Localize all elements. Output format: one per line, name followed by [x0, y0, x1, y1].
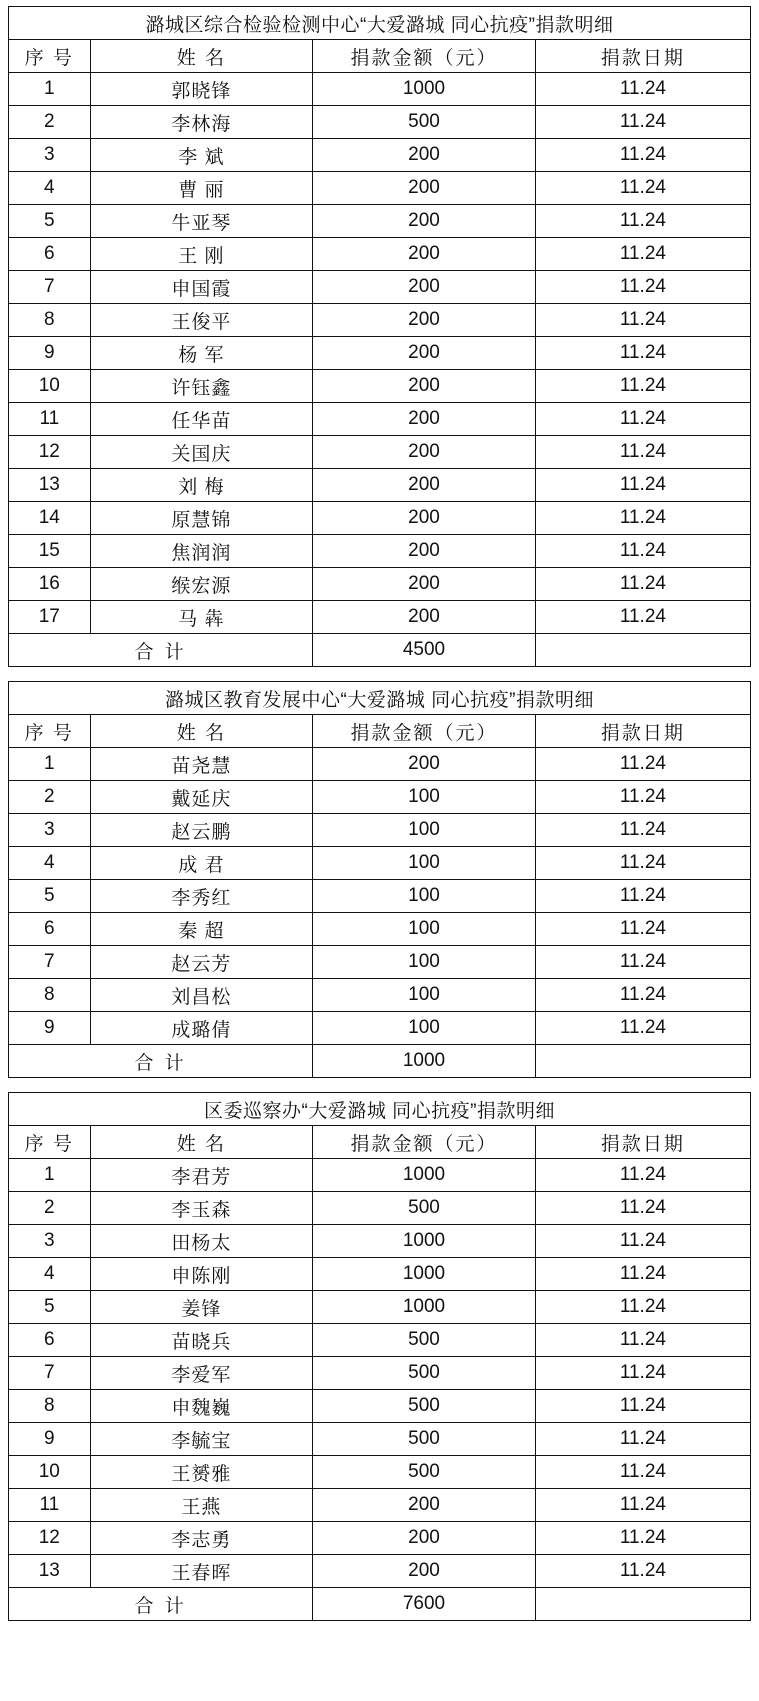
- donation-amount: 500: [313, 106, 536, 139]
- row-index: 8: [9, 1390, 91, 1423]
- donation-date: 11.24: [535, 403, 750, 436]
- donation-date: 11.24: [535, 535, 750, 568]
- donation-amount: 200: [313, 1555, 536, 1588]
- donation-amount: 1000: [313, 73, 536, 106]
- table-total-row: [9, 1045, 751, 1078]
- donation-date: 11.24: [535, 469, 750, 502]
- donation-table: [8, 1092, 751, 1621]
- donor-name: 刘昌松: [90, 979, 313, 1012]
- donation-date: 11.24: [535, 337, 750, 370]
- donor-name: 李秀红: [90, 880, 313, 913]
- donation-date: 11.24: [535, 1555, 750, 1588]
- donor-name: 杨 军: [90, 337, 313, 370]
- donation-date: 11.24: [535, 1258, 750, 1291]
- donor-name: 刘 梅: [90, 469, 313, 502]
- donor-name: 田杨太: [90, 1225, 313, 1258]
- row-index: 5: [9, 880, 91, 913]
- donation-date: 11.24: [535, 880, 750, 913]
- row-index: 10: [9, 370, 91, 403]
- donation-date: 11.24: [535, 436, 750, 469]
- total-label: 合 计: [9, 1045, 313, 1078]
- donor-name: 申国霞: [90, 271, 313, 304]
- table-title: 潞城区综合检验检测中心“大爱潞城 同心抗疫”捐款明细: [9, 7, 751, 40]
- donation-amount: 200: [313, 1522, 536, 1555]
- table-row: [9, 106, 751, 139]
- table-row: [9, 781, 751, 814]
- table-row: [9, 1522, 751, 1555]
- row-index: 9: [9, 1012, 91, 1045]
- row-index: 3: [9, 814, 91, 847]
- row-index: 13: [9, 469, 91, 502]
- donor-name: 秦 超: [90, 913, 313, 946]
- table-header-row: [9, 1126, 751, 1159]
- donor-name: 王春晖: [90, 1555, 313, 1588]
- donation-date: 11.24: [535, 1489, 750, 1522]
- donor-name: 原慧锦: [90, 502, 313, 535]
- donor-name: 王俊平: [90, 304, 313, 337]
- row-index: 5: [9, 205, 91, 238]
- table-row: [9, 1357, 751, 1390]
- row-index: 17: [9, 601, 91, 634]
- table-row: [9, 469, 751, 502]
- donation-amount: 200: [313, 172, 536, 205]
- row-index: 1: [9, 73, 91, 106]
- donation-amount: 200: [313, 1489, 536, 1522]
- column-header: 捐款金额（元）: [313, 40, 536, 73]
- table-row: [9, 601, 751, 634]
- donor-name: 李志勇: [90, 1522, 313, 1555]
- row-index: 9: [9, 1423, 91, 1456]
- donation-amount: 500: [313, 1390, 536, 1423]
- row-index: 1: [9, 748, 91, 781]
- table-row: [9, 436, 751, 469]
- donor-name: 王燕: [90, 1489, 313, 1522]
- donation-amount: 1000: [313, 1159, 536, 1192]
- donor-name: 李 斌: [90, 139, 313, 172]
- donor-name: 许钰鑫: [90, 370, 313, 403]
- donor-name: 成璐倩: [90, 1012, 313, 1045]
- column-header: 序 号: [9, 715, 91, 748]
- donation-date: 11.24: [535, 568, 750, 601]
- table-row: [9, 847, 751, 880]
- row-index: 7: [9, 946, 91, 979]
- row-index: 2: [9, 1192, 91, 1225]
- row-index: 13: [9, 1555, 91, 1588]
- donation-amount: 500: [313, 1192, 536, 1225]
- table-header-row: [9, 715, 751, 748]
- donation-date: 11.24: [535, 271, 750, 304]
- total-amount: 4500: [313, 634, 536, 667]
- donor-name: 李毓宝: [90, 1423, 313, 1456]
- donation-amount: 500: [313, 1423, 536, 1456]
- donor-name: 牛亚琴: [90, 205, 313, 238]
- donation-date: 11.24: [535, 913, 750, 946]
- row-index: 3: [9, 139, 91, 172]
- row-index: 4: [9, 847, 91, 880]
- donation-amount: 200: [313, 238, 536, 271]
- donation-date: 11.24: [535, 814, 750, 847]
- donation-amount: 100: [313, 814, 536, 847]
- donation-date: 11.24: [535, 847, 750, 880]
- donor-name: 戴延庆: [90, 781, 313, 814]
- donation-date: 11.24: [535, 304, 750, 337]
- donation-date: 11.24: [535, 946, 750, 979]
- table-row: [9, 502, 751, 535]
- donation-date: 11.24: [535, 1456, 750, 1489]
- table-row: [9, 1456, 751, 1489]
- table-row: [9, 1012, 751, 1045]
- donation-amount: 200: [313, 601, 536, 634]
- table-row: [9, 979, 751, 1012]
- table-row: [9, 271, 751, 304]
- donation-date: 11.24: [535, 139, 750, 172]
- donation-date: 11.24: [535, 601, 750, 634]
- donation-date: 11.24: [535, 748, 750, 781]
- donation-table-block: [8, 1092, 751, 1621]
- donation-date: 11.24: [535, 1192, 750, 1225]
- donation-date: 11.24: [535, 205, 750, 238]
- donation-amount: 200: [313, 436, 536, 469]
- donation-date: 11.24: [535, 979, 750, 1012]
- row-index: 8: [9, 979, 91, 1012]
- donation-date: 11.24: [535, 106, 750, 139]
- donor-name: 马 犇: [90, 601, 313, 634]
- table-row: [9, 403, 751, 436]
- table-row: [9, 1489, 751, 1522]
- table-row: [9, 304, 751, 337]
- table-total-row: [9, 1588, 751, 1621]
- donation-amount: 1000: [313, 1225, 536, 1258]
- donation-date: 11.24: [535, 1012, 750, 1045]
- row-index: 7: [9, 271, 91, 304]
- donation-amount: 100: [313, 1012, 536, 1045]
- table-row: [9, 1192, 751, 1225]
- donation-amount: 500: [313, 1324, 536, 1357]
- donor-name: 成 君: [90, 847, 313, 880]
- donation-amount: 200: [313, 205, 536, 238]
- table-total-row: [9, 634, 751, 667]
- table-row: [9, 913, 751, 946]
- row-index: 5: [9, 1291, 91, 1324]
- table-row: [9, 1324, 751, 1357]
- donation-date: 11.24: [535, 172, 750, 205]
- total-date-empty: [535, 634, 750, 667]
- donation-amount: 200: [313, 748, 536, 781]
- table-row: [9, 1291, 751, 1324]
- donation-date: 11.24: [535, 73, 750, 106]
- donor-name: 关国庆: [90, 436, 313, 469]
- row-index: 2: [9, 781, 91, 814]
- table-title: 区委巡察办“大爱潞城 同心抗疫”捐款明细: [9, 1093, 751, 1126]
- donation-date: 11.24: [535, 370, 750, 403]
- row-index: 15: [9, 535, 91, 568]
- table-row: [9, 748, 751, 781]
- total-label: 合 计: [9, 634, 313, 667]
- table-row: [9, 1555, 751, 1588]
- table-row: [9, 73, 751, 106]
- donation-amount: 100: [313, 979, 536, 1012]
- column-header: 捐款日期: [535, 1126, 750, 1159]
- donation-date: 11.24: [535, 1522, 750, 1555]
- donation-amount: 500: [313, 1456, 536, 1489]
- column-header: 捐款金额（元）: [313, 1126, 536, 1159]
- donation-date: 11.24: [535, 1423, 750, 1456]
- donation-amount: 200: [313, 535, 536, 568]
- row-index: 2: [9, 106, 91, 139]
- total-amount: 1000: [313, 1045, 536, 1078]
- row-index: 8: [9, 304, 91, 337]
- donor-name: 苗尧慧: [90, 748, 313, 781]
- column-header: 序 号: [9, 1126, 91, 1159]
- table-row: [9, 946, 751, 979]
- table-title-row: [9, 7, 751, 40]
- donation-table-block: [8, 6, 751, 667]
- table-row: [9, 139, 751, 172]
- column-header: 姓 名: [90, 40, 313, 73]
- row-index: 3: [9, 1225, 91, 1258]
- row-index: 6: [9, 1324, 91, 1357]
- row-index: 1: [9, 1159, 91, 1192]
- row-index: 14: [9, 502, 91, 535]
- donation-table: [8, 6, 751, 667]
- donor-name: 申魏巍: [90, 1390, 313, 1423]
- table-row: [9, 1423, 751, 1456]
- row-index: 16: [9, 568, 91, 601]
- donor-name: 赵云鹏: [90, 814, 313, 847]
- table-row: [9, 1159, 751, 1192]
- donor-name: 李林海: [90, 106, 313, 139]
- donation-date: 11.24: [535, 1291, 750, 1324]
- row-index: 7: [9, 1357, 91, 1390]
- donor-name: 任华苗: [90, 403, 313, 436]
- donation-table-block: [8, 681, 751, 1078]
- row-index: 11: [9, 1489, 91, 1522]
- donation-amount: 200: [313, 139, 536, 172]
- donor-name: 李爱军: [90, 1357, 313, 1390]
- column-header: 序 号: [9, 40, 91, 73]
- table-row: [9, 1225, 751, 1258]
- row-index: 10: [9, 1456, 91, 1489]
- row-index: 12: [9, 436, 91, 469]
- table-row: [9, 880, 751, 913]
- row-index: 9: [9, 337, 91, 370]
- donation-amount: 200: [313, 469, 536, 502]
- donation-amount: 200: [313, 568, 536, 601]
- donor-name: 苗晓兵: [90, 1324, 313, 1357]
- column-header: 姓 名: [90, 715, 313, 748]
- table-row: [9, 535, 751, 568]
- donation-date: 11.24: [535, 1159, 750, 1192]
- donor-name: 郭晓锋: [90, 73, 313, 106]
- donation-amount: 200: [313, 271, 536, 304]
- total-label: 合 计: [9, 1588, 313, 1621]
- donation-amount: 200: [313, 370, 536, 403]
- table-title-row: [9, 682, 751, 715]
- donor-name: 王 刚: [90, 238, 313, 271]
- donation-date: 11.24: [535, 1390, 750, 1423]
- column-header: 捐款日期: [535, 715, 750, 748]
- donation-date: 11.24: [535, 238, 750, 271]
- donor-name: 申陈刚: [90, 1258, 313, 1291]
- donor-name: 曹 丽: [90, 172, 313, 205]
- donor-name: 姜锋: [90, 1291, 313, 1324]
- donation-table: [8, 681, 751, 1078]
- donation-amount: 200: [313, 304, 536, 337]
- donation-amount: 200: [313, 403, 536, 436]
- donor-name: 赵云芳: [90, 946, 313, 979]
- table-title-row: [9, 1093, 751, 1126]
- donation-amount: 1000: [313, 1258, 536, 1291]
- row-index: 6: [9, 238, 91, 271]
- table-row: [9, 370, 751, 403]
- donation-amount: 1000: [313, 1291, 536, 1324]
- donor-name: 焦润润: [90, 535, 313, 568]
- table-row: [9, 238, 751, 271]
- total-date-empty: [535, 1045, 750, 1078]
- table-row: [9, 814, 751, 847]
- row-index: 12: [9, 1522, 91, 1555]
- tables-container: [8, 6, 751, 1621]
- donation-amount: 100: [313, 913, 536, 946]
- donation-amount: 100: [313, 847, 536, 880]
- donation-amount: 100: [313, 880, 536, 913]
- donation-date: 11.24: [535, 1225, 750, 1258]
- column-header: 捐款金额（元）: [313, 715, 536, 748]
- donation-date: 11.24: [535, 502, 750, 535]
- table-title: 潞城区教育发展中心“大爱潞城 同心抗疫”捐款明细: [9, 682, 751, 715]
- donor-name: 缑宏源: [90, 568, 313, 601]
- donor-name: 李君芳: [90, 1159, 313, 1192]
- donor-name: 王赟雅: [90, 1456, 313, 1489]
- row-index: 4: [9, 1258, 91, 1291]
- table-header-row: [9, 40, 751, 73]
- donor-name: 李玉森: [90, 1192, 313, 1225]
- donation-amount: 100: [313, 946, 536, 979]
- donation-amount: 200: [313, 502, 536, 535]
- donation-amount: 100: [313, 781, 536, 814]
- table-row: [9, 568, 751, 601]
- row-index: 11: [9, 403, 91, 436]
- donation-amount: 500: [313, 1357, 536, 1390]
- table-row: [9, 1258, 751, 1291]
- donation-date: 11.24: [535, 1357, 750, 1390]
- row-index: 6: [9, 913, 91, 946]
- table-row: [9, 172, 751, 205]
- donation-amount: 200: [313, 337, 536, 370]
- column-header: 姓 名: [90, 1126, 313, 1159]
- column-header: 捐款日期: [535, 40, 750, 73]
- table-row: [9, 337, 751, 370]
- table-row: [9, 205, 751, 238]
- total-date-empty: [535, 1588, 750, 1621]
- donation-date: 11.24: [535, 781, 750, 814]
- donation-date: 11.24: [535, 1324, 750, 1357]
- total-amount: 7600: [313, 1588, 536, 1621]
- row-index: 4: [9, 172, 91, 205]
- table-row: [9, 1390, 751, 1423]
